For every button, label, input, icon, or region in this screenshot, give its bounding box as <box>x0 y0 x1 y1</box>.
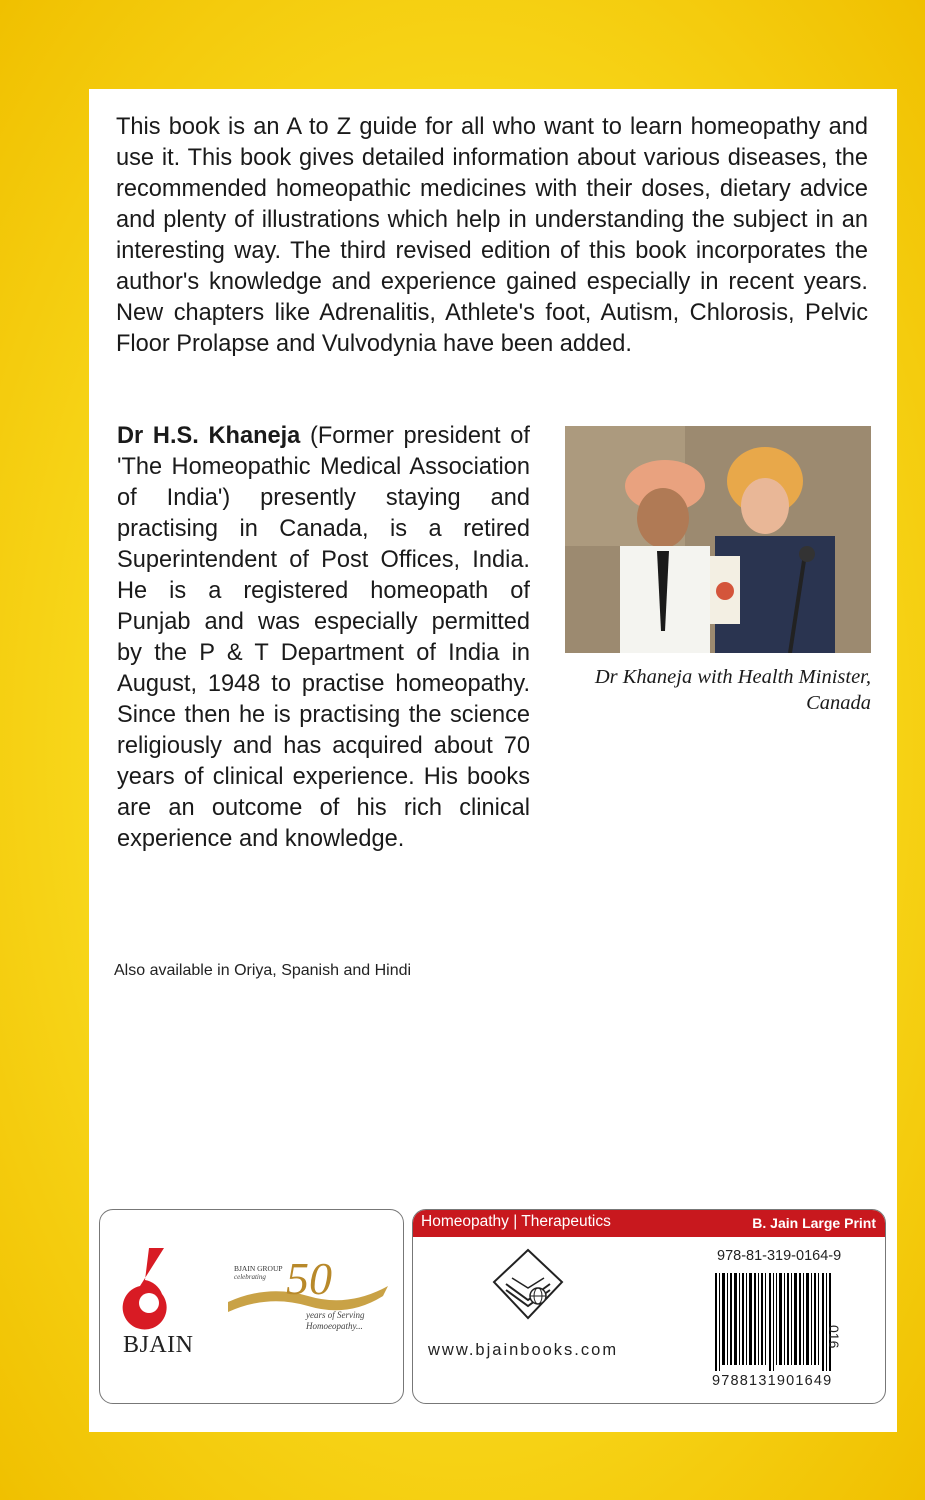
author-bio <box>117 421 530 855</box>
category-bar <box>413 1210 885 1237</box>
also-available-note: Also available in Oriya, Spanish and Hindi <box>114 962 412 979</box>
photo-caption <box>519 664 871 716</box>
serving-line2: Homoeopathy... <box>306 1321 363 1331</box>
side-code: 016 <box>826 1325 842 1349</box>
book-globe-logo-icon <box>492 1248 564 1322</box>
serving-text <box>306 1310 365 1332</box>
category-label: Homeopathy | Therapeutics <box>421 1213 611 1230</box>
author-bio-text: (Former president of 'The Homeopathic Medical Association of India') presently staying and practising in Canada, is a retired Superintendent of Post Offices, India. He is a registered homeopath of Punjab and was especially permitted by the P & T Department of India in August, 1948 to practise homeopathy. Since then he is practising the science religiously and has acquired about 70 years of clinical experience. His books are an outcome of his rich clinical experience and knowledge. <box>117 423 530 852</box>
publisher-box <box>99 1209 404 1404</box>
photo-caption-line1: Dr Khaneja with Health Minister, <box>594 666 871 688</box>
serving-line1: years of Serving <box>306 1310 365 1320</box>
barcode-icon <box>715 1273 833 1371</box>
author-photo-illustration <box>565 426 871 653</box>
series-label: B. Jain Large Print <box>752 1215 876 1231</box>
barcode-box <box>412 1209 886 1404</box>
author-name: Dr H.S. Khaneja <box>117 423 301 449</box>
photo-caption-line2: Canada <box>806 692 871 714</box>
anniversary-number: 50 <box>286 1253 332 1304</box>
website-link[interactable]: www.bjainbooks.com <box>428 1341 619 1359</box>
celebrating-text: celebrating <box>234 1273 266 1281</box>
bjain-logo-icon <box>118 1248 180 1332</box>
isbn-number: 978-81-319-0164-9 <box>717 1248 842 1264</box>
publisher-name: BJAIN <box>123 1332 194 1358</box>
barcode-digits: 9788131901649 <box>712 1373 833 1389</box>
book-description: This book is an A to Z guide for all who want to learn homeopathy and use it. This book gives detailed information about various diseases, the recommended homeopathic medicines with their doses, dietary advice and plenty of illustrations which help in understanding the subject in an interesting way. The third revised edition of this book incorporates the author's knowledge and experience gained especially in recent years. New chapters like Adrenalitis, Athlete's foot, Autism, Chlorosis, Pelvic Floor Prolapse and Vulvodynia have been added. <box>116 114 868 357</box>
author-photo <box>565 426 871 653</box>
back-cover-panel <box>89 89 897 1432</box>
group-title: BJAIN GROUP <box>234 1264 283 1273</box>
